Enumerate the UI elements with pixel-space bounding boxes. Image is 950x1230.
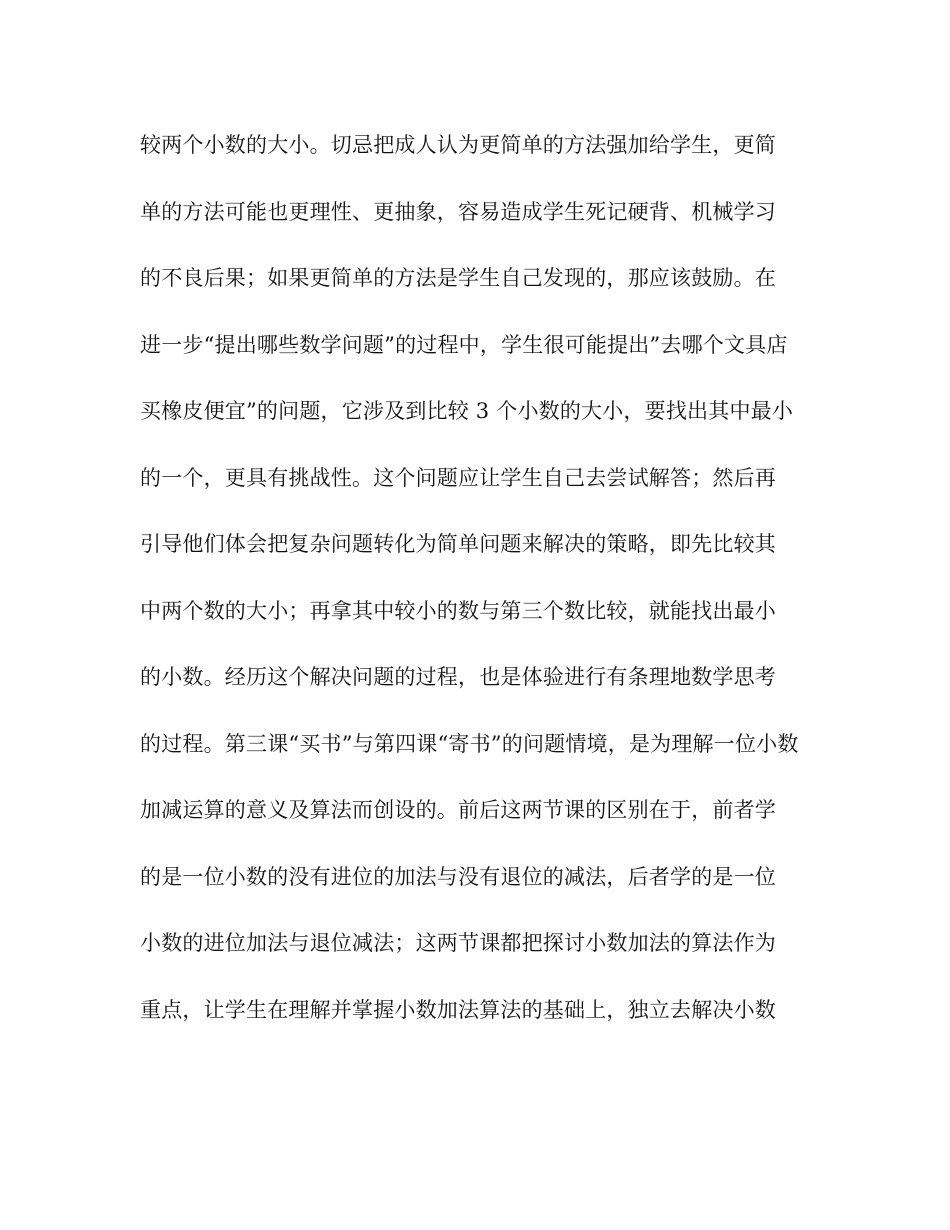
text-line: 进一步“提出哪些数学问题”的过程中，学生很可能提出”去哪个文具店: [140, 332, 788, 357]
body-text: [140, 118, 820, 1049]
text-line: 引导他们体会把复杂问题转化为简单问题来解决的策略，即先比较其: [140, 532, 776, 556]
text-line: 单的方法可能也更理性、更抽象，容易造成学生死记硬背、机械学习: [140, 199, 776, 224]
text-line: 加减运算的意义及算法而创设的。前后这两节课的区别在于，前者学: [140, 798, 776, 822]
text-line: 较两个小数的大小。切忌把成人认为更简单的方法强加给学生，更简: [140, 133, 776, 157]
text-line: 的过程。第三课“买书”与第四课“寄书”的问题情境，是为理解一位小数: [140, 731, 799, 756]
text-line: 的一个，更具有挑战性。这个问题应让学生自己去尝试解答；然后再: [140, 465, 776, 490]
text-line: 的小数。经历这个解决问题的过程，也是体验进行有条理地数学思考: [140, 665, 776, 689]
text-line: 小数的进位加法与退位减法；这两节课都把探讨小数加法的算法作为: [140, 931, 776, 955]
text-line: 中两个数的大小；再拿其中较小的数与第三个数比较，就能找出最小: [140, 598, 776, 623]
text-line: 的不良后果；如果更简单的方法是学生自己发现的，那应该鼓励。在: [140, 266, 776, 290]
text-line: 买橡皮便宜”的问题，它涉及到比较 3 个小数的大小，要找出其中最小: [140, 399, 794, 423]
text-line: 重点，让学生在理解并掌握小数加法算法的基础上，独立去解决小数: [140, 997, 776, 1022]
text-line: 的是一位小数的没有进位的加法与没有退位的减法，后者学的是一位: [140, 864, 776, 889]
